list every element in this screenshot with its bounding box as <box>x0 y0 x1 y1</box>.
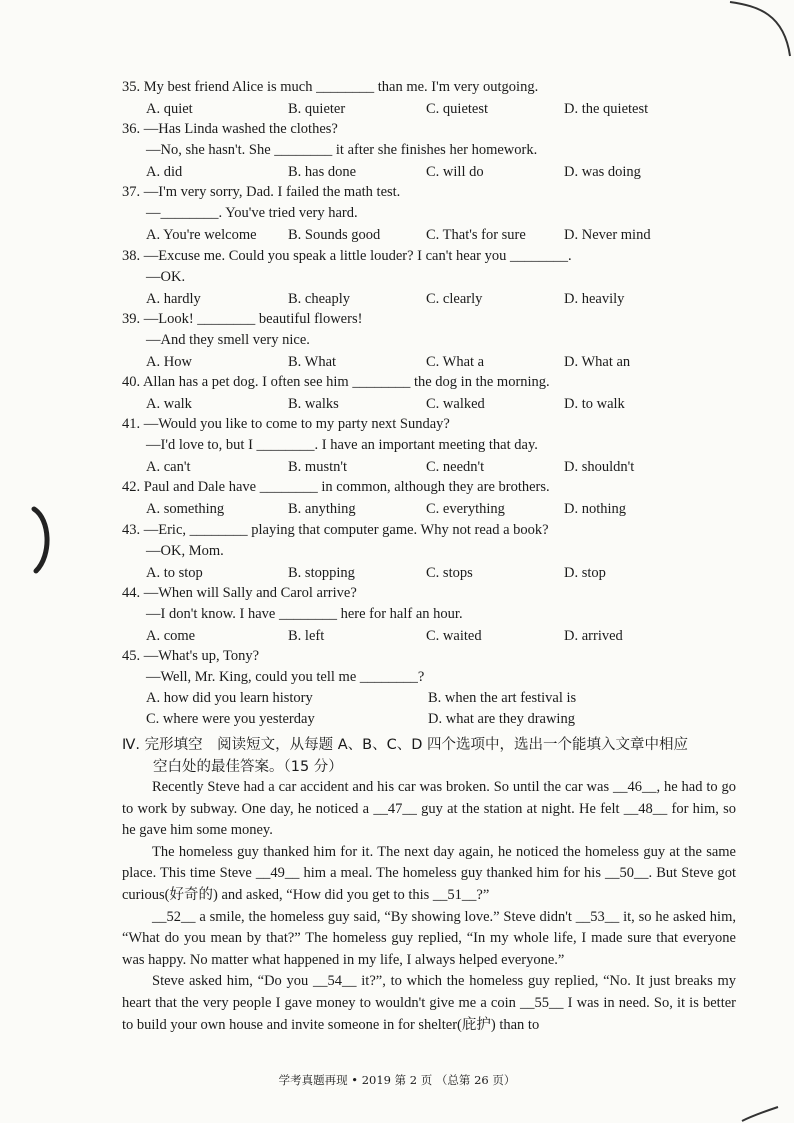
question-dialogue-line: —OK. <box>146 268 186 285</box>
passage-paragraph: Steve asked him, “Do you __54__ it?”, to which the homeless guy replied, “No. It just breaks my heart that the very people I gave money to wouldn't give me a coin __55__ I was in need. So, it is better to build your own house and invite someone in for shelter(庇护) than to <box>122 973 736 1033</box>
answer-option[interactable]: B. quieter <box>288 101 346 117</box>
answer-option[interactable]: C. where were you yesterday <box>146 711 315 727</box>
answer-option[interactable]: A. did <box>146 164 183 181</box>
answer-option[interactable]: B. left <box>288 627 325 644</box>
answer-option[interactable]: D. arrived <box>564 627 623 644</box>
answer-option[interactable]: C. walked <box>426 396 485 412</box>
passage-paragraph: The homeless guy thanked him for it. The next day again, he noticed the homeless guy at the same place. This time Steve __49__ him a meal. The homeless guy thanked him for his __50__. But Steve got curious(好奇的) and asked, “How did you get to this __51__?” <box>122 843 736 903</box>
question-stem: 44. —When will Sally and Carol arrive? <box>122 584 357 601</box>
question-stem: 45. —What's up, Tony? <box>122 648 260 664</box>
answer-option[interactable]: A. come <box>146 627 196 644</box>
answer-option[interactable]: B. anything <box>288 501 356 518</box>
answer-option[interactable]: B. when the art festival is <box>428 690 577 706</box>
answer-option[interactable]: A. how did you learn history <box>146 690 313 706</box>
question-dialogue-line: —OK, Mom. <box>146 542 224 559</box>
question-stem: 40. Allan has a pet dog. I often see him ________ the dog in the morning. <box>122 374 550 390</box>
answer-option[interactable]: C. What a <box>426 353 485 370</box>
answer-option[interactable]: C. stops <box>426 564 473 581</box>
question-stem: 42. Paul and Dale have ________ in common, although they are brothers. <box>122 479 550 496</box>
cloze-passage <box>122 777 736 1036</box>
question-dialogue-line: —I don't know. I have ________ here for half an hour. <box>146 605 463 622</box>
answer-option[interactable]: C. quietest <box>426 101 489 117</box>
answer-option[interactable]: A. walk <box>146 396 192 412</box>
answer-option[interactable]: D. what are they drawing <box>428 711 575 727</box>
answer-option[interactable]: D. the quietest <box>564 101 649 117</box>
section-subtitle: 空白处的最佳答案。（15 分） <box>153 759 343 775</box>
answer-option[interactable]: D. heavily <box>564 290 625 307</box>
section-title: Ⅳ. 完形填空 阅读短文，从每题 A、B、C、D 四个选项中，选出一个能填入文章中相应 <box>122 737 688 753</box>
answer-option[interactable]: A. to stop <box>146 564 203 581</box>
answer-option[interactable]: B. Sounds good <box>288 227 381 244</box>
answer-option[interactable]: D. What an <box>564 353 631 370</box>
question-dialogue-line: —And they smell very nice. <box>146 331 310 348</box>
answer-option[interactable]: D. shouldn't <box>564 459 635 476</box>
question-dialogue-line: —________. You've tried very hard. <box>146 205 358 222</box>
question-dialogue-line: —I'd love to, but I ________. I have an important meeting that day. <box>146 437 538 454</box>
question-stem: 35. My best friend Alice is much ________ than me. I'm very outgoing. <box>122 79 539 95</box>
question-stem: 36. —Has Linda washed the clothes? <box>122 121 338 138</box>
answer-option[interactable]: C. needn't <box>426 459 485 476</box>
question-dialogue-line: —No, she hasn't. She ________ it after she finishes her homework. <box>146 142 538 159</box>
answer-option[interactable]: B. mustn't <box>288 459 348 476</box>
binding-mark-bottom-right <box>740 1105 780 1123</box>
answer-option[interactable]: D. was doing <box>564 164 641 181</box>
question-stem: 37. —I'm very sorry, Dad. I failed the math test. <box>122 184 401 201</box>
question-stem: 43. —Eric, ________ playing that computer game. Why not read a book? <box>122 521 549 538</box>
answer-option[interactable]: C. will do <box>426 164 484 181</box>
answer-option[interactable]: A. quiet <box>146 101 193 117</box>
answer-option[interactable]: B. has done <box>288 164 357 181</box>
answer-option[interactable]: B. What <box>288 353 337 370</box>
answer-option[interactable]: C. everything <box>426 501 505 518</box>
answer-option[interactable]: D. Never mind <box>564 227 651 244</box>
answer-option[interactable]: B. stopping <box>288 564 355 581</box>
answer-option[interactable]: C. That's for sure <box>426 227 526 244</box>
section-header <box>122 734 742 778</box>
page-footer: 学考真题再现 • 2019 第 2 页 （总第 26 页） <box>278 1073 516 1087</box>
answer-option[interactable]: A. can't <box>146 459 191 476</box>
answer-option[interactable]: A. hardly <box>146 290 201 307</box>
answer-option[interactable]: C. clearly <box>426 290 483 307</box>
answer-option[interactable]: C. waited <box>426 627 482 644</box>
answer-option[interactable]: B. walks <box>288 396 339 412</box>
binding-mark-top-right <box>728 0 794 60</box>
answer-option[interactable]: A. something <box>146 501 225 518</box>
answer-option[interactable]: A. You're welcome <box>146 227 257 244</box>
passage-paragraph: __52__ a smile, the homeless guy said, “By showing love.” Steve didn't __53__ it, so he asked him, “What do you mean by that?” The homeless guy replied, “In my whole life, I made sure that everyone was happy. No matter what happened in my life, I always helped everyone.” <box>122 908 736 968</box>
answer-option[interactable]: D. to walk <box>564 396 625 412</box>
passage-paragraph: Recently Steve had a car accident and his car was broken. So until the car was __46__, he had to go to work by subway. One day, he noticed a __47__ guy at the station at night. He felt __48__ for him, so he gave him some money. <box>122 779 736 839</box>
question-stem: 41. —Would you like to come to my party next Sunday? <box>122 416 450 433</box>
question-dialogue-line: —Well, Mr. King, could you tell me ________? <box>146 669 425 685</box>
answer-option[interactable]: D. nothing <box>564 501 627 518</box>
answer-option[interactable]: B. cheaply <box>288 290 351 307</box>
answer-option[interactable]: A. How <box>146 353 192 370</box>
question-stem: 38. —Excuse me. Could you speak a little louder? I can't hear you ________. <box>122 247 572 264</box>
answer-option[interactable]: D. stop <box>564 564 606 581</box>
question-stem: 39. —Look! ________ beautiful flowers! <box>122 310 363 327</box>
binding-mark-left <box>30 505 54 575</box>
